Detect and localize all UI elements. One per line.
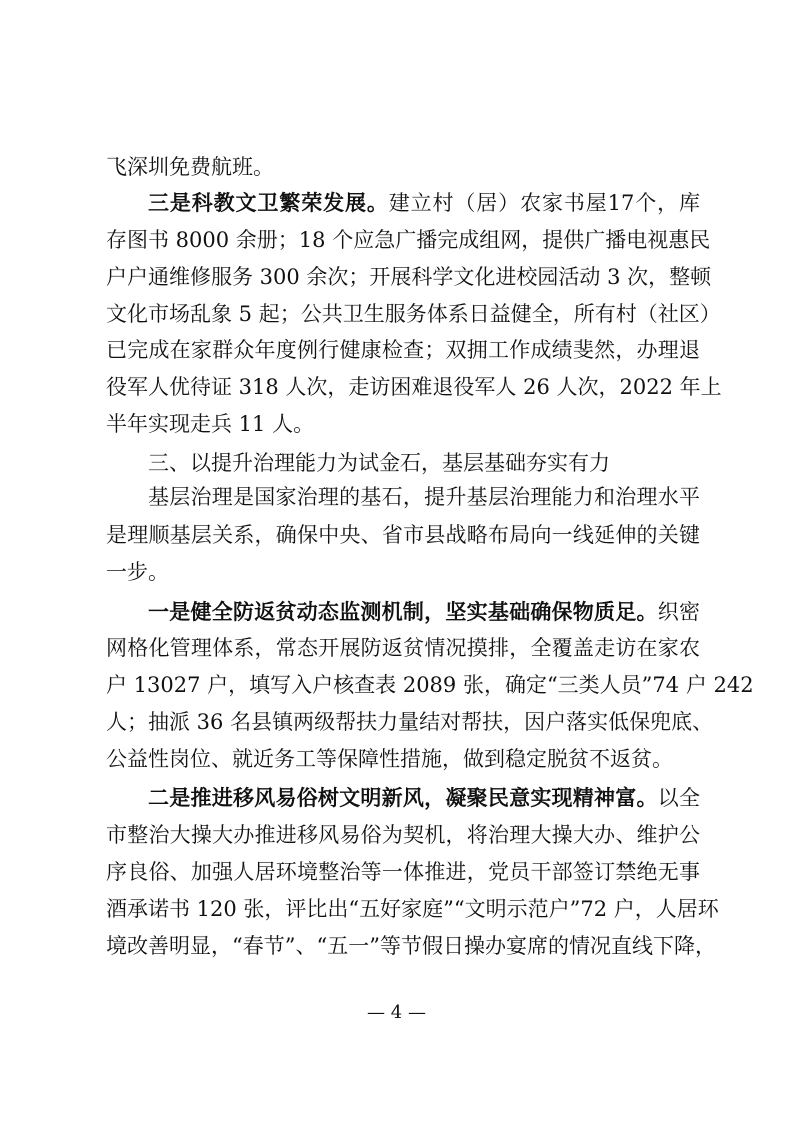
line-text: 基层治理是国家治理的基石，提升基层治理能力和治理水平 (148, 485, 700, 509)
paragraph-lead: 三是科教文卫繁荣发展。 (148, 190, 389, 215)
text-line (106, 672, 754, 698)
text-line (106, 264, 712, 290)
text-line (106, 635, 700, 661)
line-text: 人；抽派 36 名县镇两级帮扶力量结对帮扶，因户落实低保兜底、 (106, 710, 714, 734)
line-text: 役军人优待证 318 人次，走访困难退役军人 26 人次，2022 年上 (106, 375, 722, 399)
text-line (148, 484, 700, 510)
text-line (148, 190, 700, 216)
heading-text: 三、以提升治理能力为试金石，基层基础夯实有力 (148, 451, 610, 475)
line-text: 文化市场乱象 5 起；公共卫生服务体系日益健全，所有村（社区） (106, 302, 721, 326)
text-line (106, 374, 722, 400)
text-line (106, 337, 700, 363)
text-line (106, 746, 700, 772)
line-text: 一步。 (106, 560, 169, 584)
text-line (106, 896, 719, 922)
text-line (106, 227, 711, 253)
text-line (148, 785, 700, 811)
line-text: 序良俗、加强人居环境整治等一体推进，党员干部签订禁绝无事 (106, 860, 700, 884)
line-text: 建立村（居）农家书屋17个，库 (388, 191, 700, 215)
text-line (106, 709, 714, 735)
line-text: 是理顺基层关系，确保中央、省市县战略布局向一线延伸的关键 (106, 523, 700, 547)
line-text: 网格化管理体系，常态开展防返贫情况摸排，全覆盖走访在家农 (106, 636, 700, 660)
text-line (106, 522, 700, 548)
section-heading (148, 450, 700, 476)
text-line (148, 599, 700, 625)
text-line (106, 859, 700, 885)
text-line (106, 411, 700, 437)
text-line (106, 933, 716, 959)
line-text: 半年实现走兵 11 人。 (106, 412, 315, 436)
text-line (106, 559, 700, 585)
line-text: 户 13027 户，填写入户核查表 2089 张，确定“三类人员”74 户 242 (106, 673, 754, 697)
line-text: 境改善明显，“春节”、“五一”等节假日操办宴席的情况直线下降， (106, 934, 716, 958)
line-text: 户户通维修服务 300 余次；开展科学文化进校园活动 3 次，整顿 (106, 265, 712, 289)
paragraph-lead: 二是推进移风易俗树文明新风，凝聚民意实现精神富。 (148, 785, 658, 810)
line-text: 市整治大操大办推进移风易俗为契机，将治理大操大办、维护公 (106, 823, 700, 847)
page-number: — 4 — (367, 1002, 426, 1023)
line-text: 以全 (657, 786, 701, 810)
text-line (106, 822, 700, 848)
line-text: 酒承诺书 120 张，评比出“五好家庭”“文明示范户”72 户，人居环 (106, 897, 719, 921)
line-text: 公益性岗位、就近务工等保障性措施，做到稳定脱贫不返贫。 (106, 747, 673, 771)
text-line (106, 154, 700, 180)
line-text: 织密 (657, 600, 701, 624)
text-line (106, 301, 721, 327)
line-text: 存图书 8000 余册；18 个应急广播完成组网，提供广播电视惠民 (106, 228, 711, 252)
paragraph-lead: 一是健全防返贫动态监测机制，坚实基础确保物质足。 (148, 599, 658, 624)
line-text: 飞深圳免费航班。 (106, 155, 274, 179)
line-text: 已完成在家群众年度例行健康检查；双拥工作成绩斐然，办理退 (106, 338, 700, 362)
